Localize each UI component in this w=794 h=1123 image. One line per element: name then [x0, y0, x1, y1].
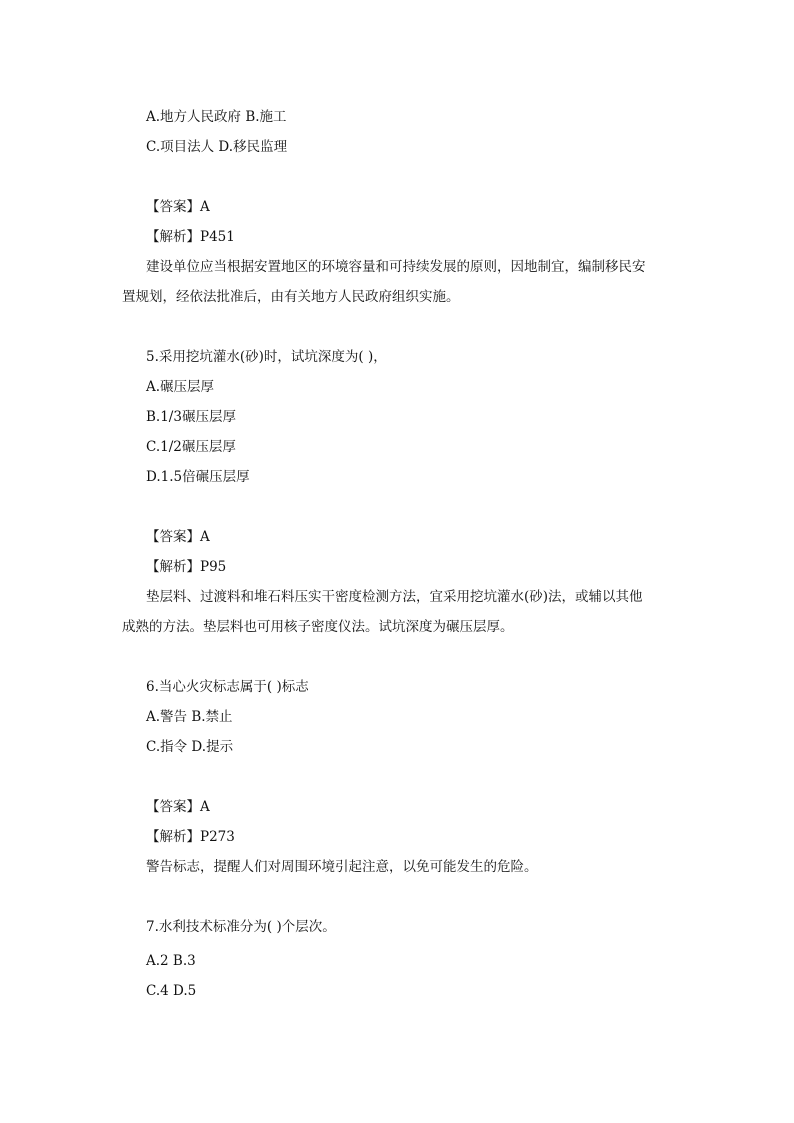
q4-analysis-text: 置规划，经依法批准后，由有关地方人民政府组织实施。	[122, 289, 460, 305]
q7-stem: 7.水利技术标准分为( )个层次。	[146, 919, 336, 935]
q7-option-line: A.2 B.3	[146, 953, 196, 969]
q6-analysis-label: 【解析】P273	[146, 829, 235, 845]
q5-analysis-text: 成熟的方法。垫层料也可用核子密度仪法。试坑深度为碾压层厚。	[122, 619, 514, 635]
q4-answer: 【答案】A	[146, 199, 210, 215]
q4-option-line: A.地方人民政府 B.施工	[146, 109, 287, 125]
q7-option-line: C.4 D.5	[146, 983, 197, 999]
q5-analysis-label: 【解析】P95	[146, 559, 227, 575]
q6-option-line: C.指令 D.提示	[146, 739, 234, 755]
q4-analysis-label: 【解析】P451	[146, 229, 235, 245]
q6-answer: 【答案】A	[146, 799, 210, 815]
q4-option-line: C.项目法人 D.移民监理	[146, 139, 288, 155]
q6-analysis-text: 警告标志，提醒人们对周围环境引起注意，以免可能发生的危险。	[146, 859, 538, 875]
q5-stem: 5.采用挖坑灌水(砂)时，试坑深度为( )，	[146, 349, 387, 365]
q5-answer: 【答案】A	[146, 529, 210, 545]
q5-analysis-text: 垫层料、过渡料和堆石料压实干密度检测方法，宜采用挖坑灌水(砂)法，或辅以其他	[146, 589, 643, 605]
q6-stem: 6.当心火灾标志属于( )标志	[146, 679, 309, 695]
q5-option: A.碾压层厚	[146, 379, 215, 395]
q6-option-line: A.警告 B.禁止	[146, 709, 233, 725]
q5-option: C.1/2碾压层厚	[146, 439, 236, 455]
q5-option: B.1/3碾压层厚	[146, 409, 236, 425]
q5-option: D.1.5倍碾压层厚	[146, 469, 250, 485]
q4-analysis-text: 建设单位应当根据安置地区的环境容量和可持续发展的原则，因地制宜，编制移民安	[146, 259, 646, 275]
